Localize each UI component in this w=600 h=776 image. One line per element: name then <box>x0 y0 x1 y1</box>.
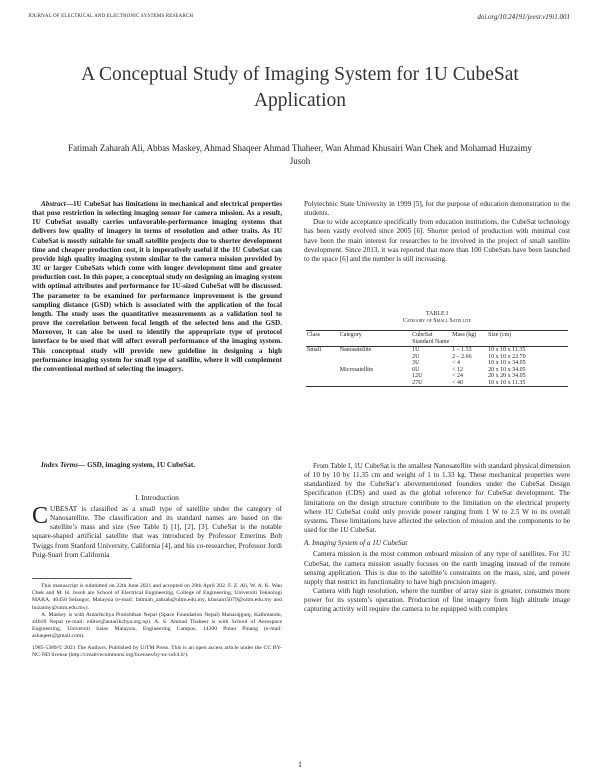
table-cell: 10 x 10 x 11.35 <box>487 380 568 387</box>
right-paragraph-4: Camera mission is the most common onboard mission of any type of satellites. For 1U CubeSat, the camera mission usually focuses on the earth imaging instead of the remote sensing application. This is due to the satellite’s constraints on the mass, size, and power supply that restrict its functionality to have high precision imagery. <box>304 550 570 586</box>
table-cell: 2U <box>412 353 420 360</box>
abstract <box>32 200 282 374</box>
right-paragraph-5: Camera with high resolution, where the number of array size is greater, consumes more power for its system’s operation. Production of fine imagery from high altitude image capturing activity will require the camera to be equipped with complex <box>304 587 570 614</box>
right-paragraph-3: From Table I, 1U CubeSat is the smallest Nanosatellite with standard physical dimension of 10 by 10 by 11.35 cm and weight of 1 to 1.33 kg. These mechanical properties were standardized by the CubeSat’s abovementioned founders under the CubeSat Design Specification (CDS) and used as the global reference for CubeSat development. The limitations on the design structure contribute to the limitation on the electrical property where 1U CubeSat could only provide power ranging from 1 W to 2.5 W to its overall systems. These limitations have affected the selection of mission and the components to be used for the 1U CubeSat. <box>304 462 570 535</box>
table-cell: 3U <box>412 360 420 366</box>
table-cell: 20 x 10 x 34.05 <box>488 366 526 373</box>
table-cell: 10 x 10 x 22.70 <box>488 353 526 360</box>
table-header-category: Category <box>339 331 411 347</box>
table-cell: 20 x 20 x 34.05 <box>488 373 526 379</box>
satellite-category-table <box>306 330 568 387</box>
table-cell: 10 x 10 x 11.35 <box>488 347 526 353</box>
table-row <box>306 347 568 354</box>
table-cell: 6U <box>412 366 420 373</box>
table-cell: Small <box>307 347 322 353</box>
table-cell: 2 – 2.66 <box>452 353 472 360</box>
footnote-divider <box>32 578 132 579</box>
footnote <box>32 583 282 659</box>
index-terms <box>32 461 282 470</box>
table-cell: 1 – 1.33 <box>452 347 472 353</box>
right-column-top <box>304 200 570 264</box>
footnote-submission: This manuscript is submitted on 22th June 2021 and accepted on 29th April 202. F. Z. Ali, W. A. K. Wan Chek and M. H. Jusoh are School of Electrical Engineering, College of Engineering, Universiti Teknologi MARA, 40450 Selangor, Malaysia (e-mail: fatimah_zahrah@uitm.edu.my, khusairi5079@uitm.edu.my and huzaimy@uitm.edu.my). <box>32 583 282 611</box>
table-cell: < 12 <box>452 366 463 373</box>
table-header-mass: Mass (kg) <box>451 331 487 347</box>
table-cell: 27U <box>411 380 451 387</box>
subsection-heading: A. Imaging System of a 1U CubeSat <box>304 539 408 548</box>
right-paragraph-2: Due to wide acceptance specifically from education institutions, the CubeSat technology has been vastly evolved since 2005 [6]. Shorter period of production with minimal cost have been the main interest for researches to be involved in the project of small satellite development. Since 2013, it was reported that more than 100 CubeSats have been launched to the space [6] and the number is still increasing. <box>304 218 570 263</box>
table-cell <box>306 380 339 387</box>
footnote-license: 1985-5389/© 2021 The Authors. Published by UiTM Press. This is an open access article under the CC BY-NC-ND license (http://creativecommons.org/licenses/by-nc-nd/4.0/). <box>32 644 282 658</box>
table-cell: 10 x 10 x 34.05 <box>488 360 526 366</box>
right-column-bottom <box>304 462 570 615</box>
abstract-text: —1U CubeSat has limitations in mechanical and electrical properties that pose restriction in selecting imaging sensor for camera mission. As a result, 1U CubeSat usually carries unfavorable-performance imaging systems that delivers low quality of imagery in terms of resolution and other traits. As 1U CubeSat is mostly suitable for small satellite projects due to shorter development time and cheaper production cost, it is imperatively useful if the 1U CubeSat can provide high quality imaging system similar to the camera mission provided by 3U or larger CubeSats which come with longer development time and greater production cost. In this paper, a conceptual study on designing an imaging system with optimal attributes and performance for 1U-sized CubeSat will be discussed. The parameter to be examined for performance improvement is the ground sampling distance (GSD) which is associated with the application of the focal length. The study uses the quantitative measurements as a validation tool to prove the correlation between focal length of the selected lens and the GSD. Moreover, it can also be used to identify the appropriate type of protocol interface to be used that will affect overall performance of the imaging system. This conceptual study will provide new guideline in designing a high performance imaging system for small type of satellite, where it will complement the conventional method of selecting the imagery. <box>32 200 282 373</box>
doi-header: doi.org/10.24191/jeesr.v19i1.001 <box>477 13 570 21</box>
footnote-affiliations: A. Maskey is with Antarikchya Pratishthan Nepal (Space Foundation Nepal) Maharajgunj, Kathmandu, 44618 Nepal (e-mail: editor@antarikchya.org.np). A. S. Ahmad Thaheer is with School of Aerospace Engineering, Universiti Sains Malaysia, Engineering Campus, 14300 Pulau Pinang (e-mail: ashaqeer@gmail.com). <box>32 611 282 640</box>
table-caption <box>304 311 570 325</box>
introduction-text <box>32 505 282 560</box>
table-header-size: Size (cm) <box>487 331 568 347</box>
table-label: TABLE I <box>425 311 449 317</box>
journal-header: JOURNAL OF ELECTRICAL AND ELECTRONIC SYSTEMS RESEARCH <box>28 14 194 19</box>
author-list: Fatimah Zaharah Ali, Abbas Maskey, Ahmad Shaqeer Ahmad Thaheer, Wan Ahmad Khusairi Wan Chek and Mohamad Huzaimy Jusoh <box>68 143 532 166</box>
section-heading-introduction: I. Introduction <box>135 493 179 502</box>
table-cell: Nanosatellite <box>339 347 372 353</box>
table-cell: < 40 <box>451 380 487 387</box>
index-terms-lead: Index Terms <box>41 461 79 469</box>
abstract-lead: Abstract <box>41 200 66 208</box>
table-cell: < 24 <box>452 373 463 379</box>
index-terms-text: — GSD, imaging system, 1U CubeSat. <box>78 461 196 469</box>
page-number: 1 <box>298 760 302 769</box>
drop-cap: C <box>32 503 49 529</box>
paper-title: A Conceptual Study of Imaging System for 1U CubeSat Application <box>81 64 519 111</box>
table-header-standard-name: CubeSat Standard Name <box>412 332 450 345</box>
table-cell: 1U <box>412 347 420 353</box>
table-header-class: Class <box>306 331 339 347</box>
right-paragraph-1: Polytechnic State University in 1999 [5], for the purpose of education demonstration to the students. <box>304 200 570 218</box>
table-cell: 12U <box>412 373 423 379</box>
introduction-body: UBESAT is classified as a small type of satellite under the category of Nanosatellite. The classification and its standard names are based on the satellite’s mass and size (See Table I) [1], [2], [3]. CubeSat is the notable square-shaped artificial satellite that was introduced by Professor Emeritus Bob Twiggs from Stanford University, California [4], and his co-researcher, Professor Jordi Puig-Suari from California <box>32 505 282 559</box>
table-cell: Microsatellite <box>339 366 374 373</box>
table-row <box>306 380 568 387</box>
table-cell <box>339 380 411 387</box>
table-cell: < 4 <box>452 360 460 366</box>
table-title: Category of Small Satellite <box>402 318 472 324</box>
